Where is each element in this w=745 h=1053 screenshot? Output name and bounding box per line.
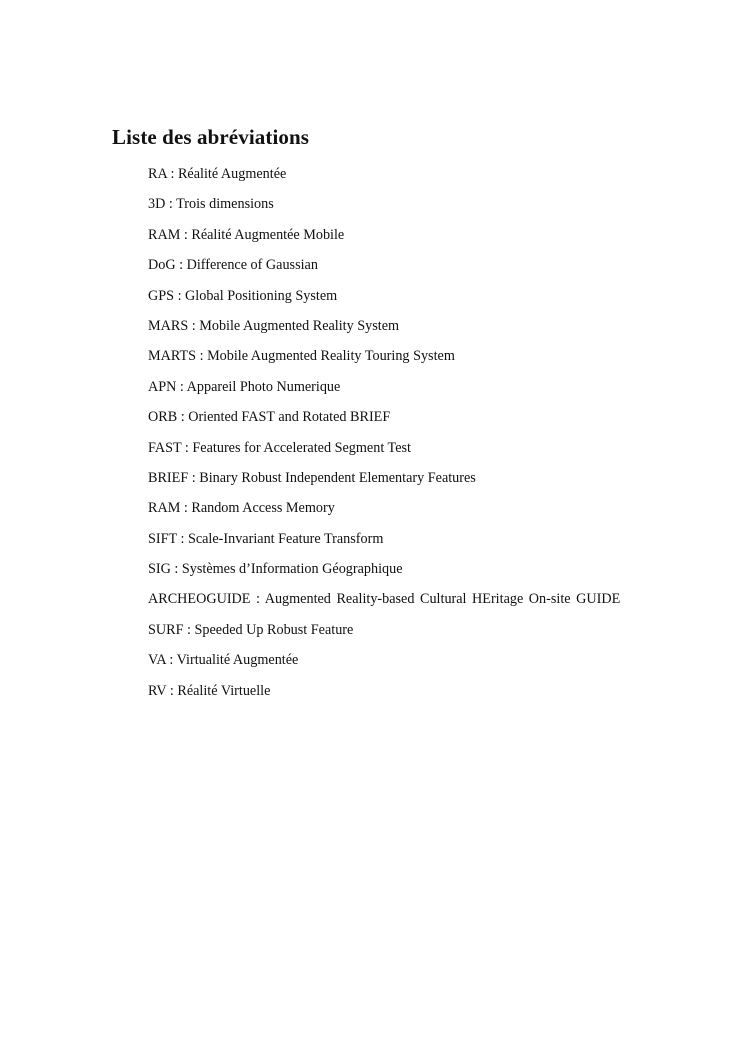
page-title: Liste des abréviations <box>112 125 310 149</box>
list-item: RA : Réalité Augmentée <box>148 166 287 182</box>
list-item: RAM : Réalité Augmentée Mobile <box>148 226 345 243</box>
list-item: DoG : Difference of Gaussian <box>148 257 318 274</box>
list-item: RAM : Random Access Memory <box>148 500 335 517</box>
list-item: 3D : Trois dimensions <box>148 196 274 213</box>
list-item: SIG : Systèmes d’Information Géographique <box>148 561 403 578</box>
list-item: ORB : Oriented FAST and Rotated BRIEF <box>148 409 391 426</box>
list-item: VA : Virtualité Augmentée <box>148 652 299 669</box>
list-item: GPS : Global Positioning System <box>148 287 338 304</box>
list-item: SURF : Speeded Up Robust Feature <box>148 621 354 638</box>
list-item: ARCHEOGUIDE : Augmented Reality-based Cultural HEritage On-site GUIDE <box>148 591 621 608</box>
list-item: FAST : Features for Accelerated Segment Test <box>148 439 411 456</box>
abbreviation-list <box>148 165 633 712</box>
list-item: APN : Appareil Photo Numerique <box>148 378 341 395</box>
list-item: RV : Réalité Virtuelle <box>148 682 271 699</box>
list-item: MARS : Mobile Augmented Reality System <box>148 317 400 334</box>
list-item: MARTS : Mobile Augmented Reality Touring System <box>148 348 455 365</box>
list-item: SIFT : Scale-Invariant Feature Transform <box>148 530 384 547</box>
list-item: BRIEF : Binary Robust Independent Elementary Features <box>148 469 476 486</box>
